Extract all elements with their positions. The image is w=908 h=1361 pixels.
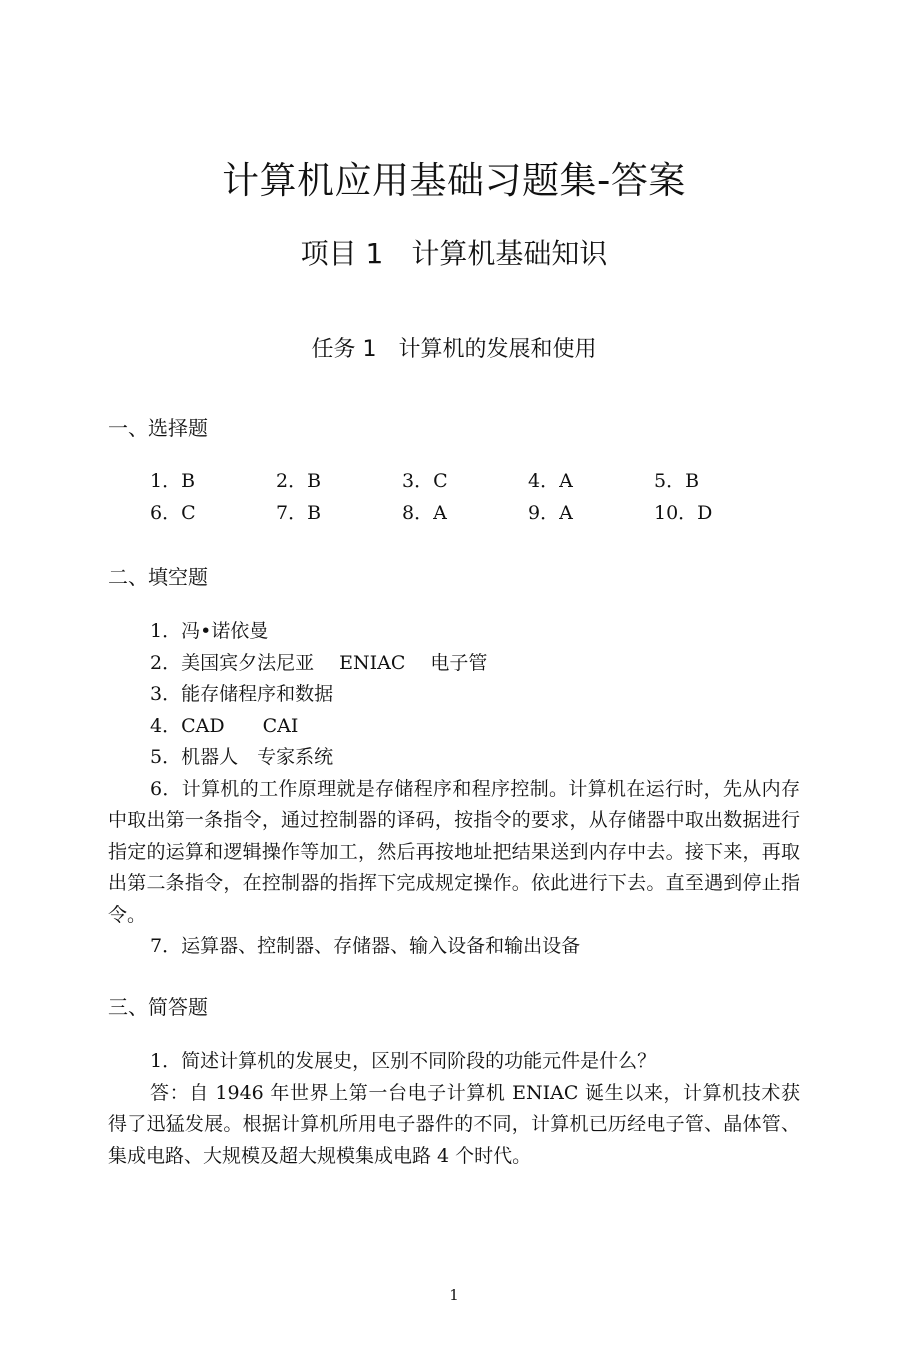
task-title: 任务 1 计算机的发展和使用 xyxy=(311,337,597,362)
choice-answer: 4．A xyxy=(528,470,573,492)
fill-answer-item: 4．CAD CAI xyxy=(150,714,299,737)
choice-answer: 2．B xyxy=(276,470,322,492)
project-title: 项目 1 计算机基础知识 xyxy=(300,237,608,270)
short-answer-paragraph: 答：自 1946 年世界上第一台电子计算机 ENIAC 诞生以来，计算机技术获得了迅猛发展。根据计算机所用电子器件的不同，计算机已历经电子管、晶体管、集成电路、大规模及超大规模集成电路 4 个时代。 xyxy=(108,1081,800,1167)
choice-answer: 8．A xyxy=(402,502,447,524)
choice-answer: 1．B xyxy=(150,470,196,492)
choice-answer: 3．C xyxy=(402,470,448,492)
fill-answer-item: 7．运算器、控制器、存储器、输入设备和输出设备 xyxy=(150,935,581,957)
choice-answers-grid xyxy=(150,470,790,525)
section-heading-short-answer: 三、简答题 xyxy=(108,995,208,1019)
short-answer-question: 1．简述计算机的发展史，区别不同阶段的功能元件是什么？ xyxy=(150,1050,657,1072)
fill-answer-paragraph: 6．计算机的工作原理就是存储程序和程序控制。计算机在运行时，先从内存中取出第一条指令，通过控制器的译码，按指令的要求，从存储器中取出数据进行指定的运算和逻辑操作等加工，然后再按地址把结果送到内存中去。接下来，再取出第二条指令，在控制器的指挥下完成规定操作。依此进行下去。直至遇到停止指令。 xyxy=(108,777,800,926)
choice-answer: 5．B xyxy=(654,470,700,492)
section-heading-fill: 二、填空题 xyxy=(108,565,208,589)
short-answers xyxy=(108,1046,800,1172)
choice-answer: 7．B xyxy=(276,502,322,524)
section-heading-choice: 一、选择题 xyxy=(108,416,208,440)
choice-answer: 6．C xyxy=(150,502,196,524)
fill-answer-item: 3．能存储程序和数据 xyxy=(150,683,334,705)
page-number: 1 xyxy=(449,1286,459,1304)
fill-answer-item: 2．美国宾夕法尼亚 ENIAC 电子管 xyxy=(150,651,488,674)
fill-answers xyxy=(108,616,800,963)
choice-answer: 10．D xyxy=(654,502,713,524)
choice-answer: 9．A xyxy=(528,502,573,524)
fill-answer-item: 5．机器人 专家系统 xyxy=(150,746,334,768)
document-title: 计算机应用基础习题集-答案 xyxy=(222,159,686,202)
fill-answer-item: 1．冯•诺依曼 xyxy=(150,620,269,642)
